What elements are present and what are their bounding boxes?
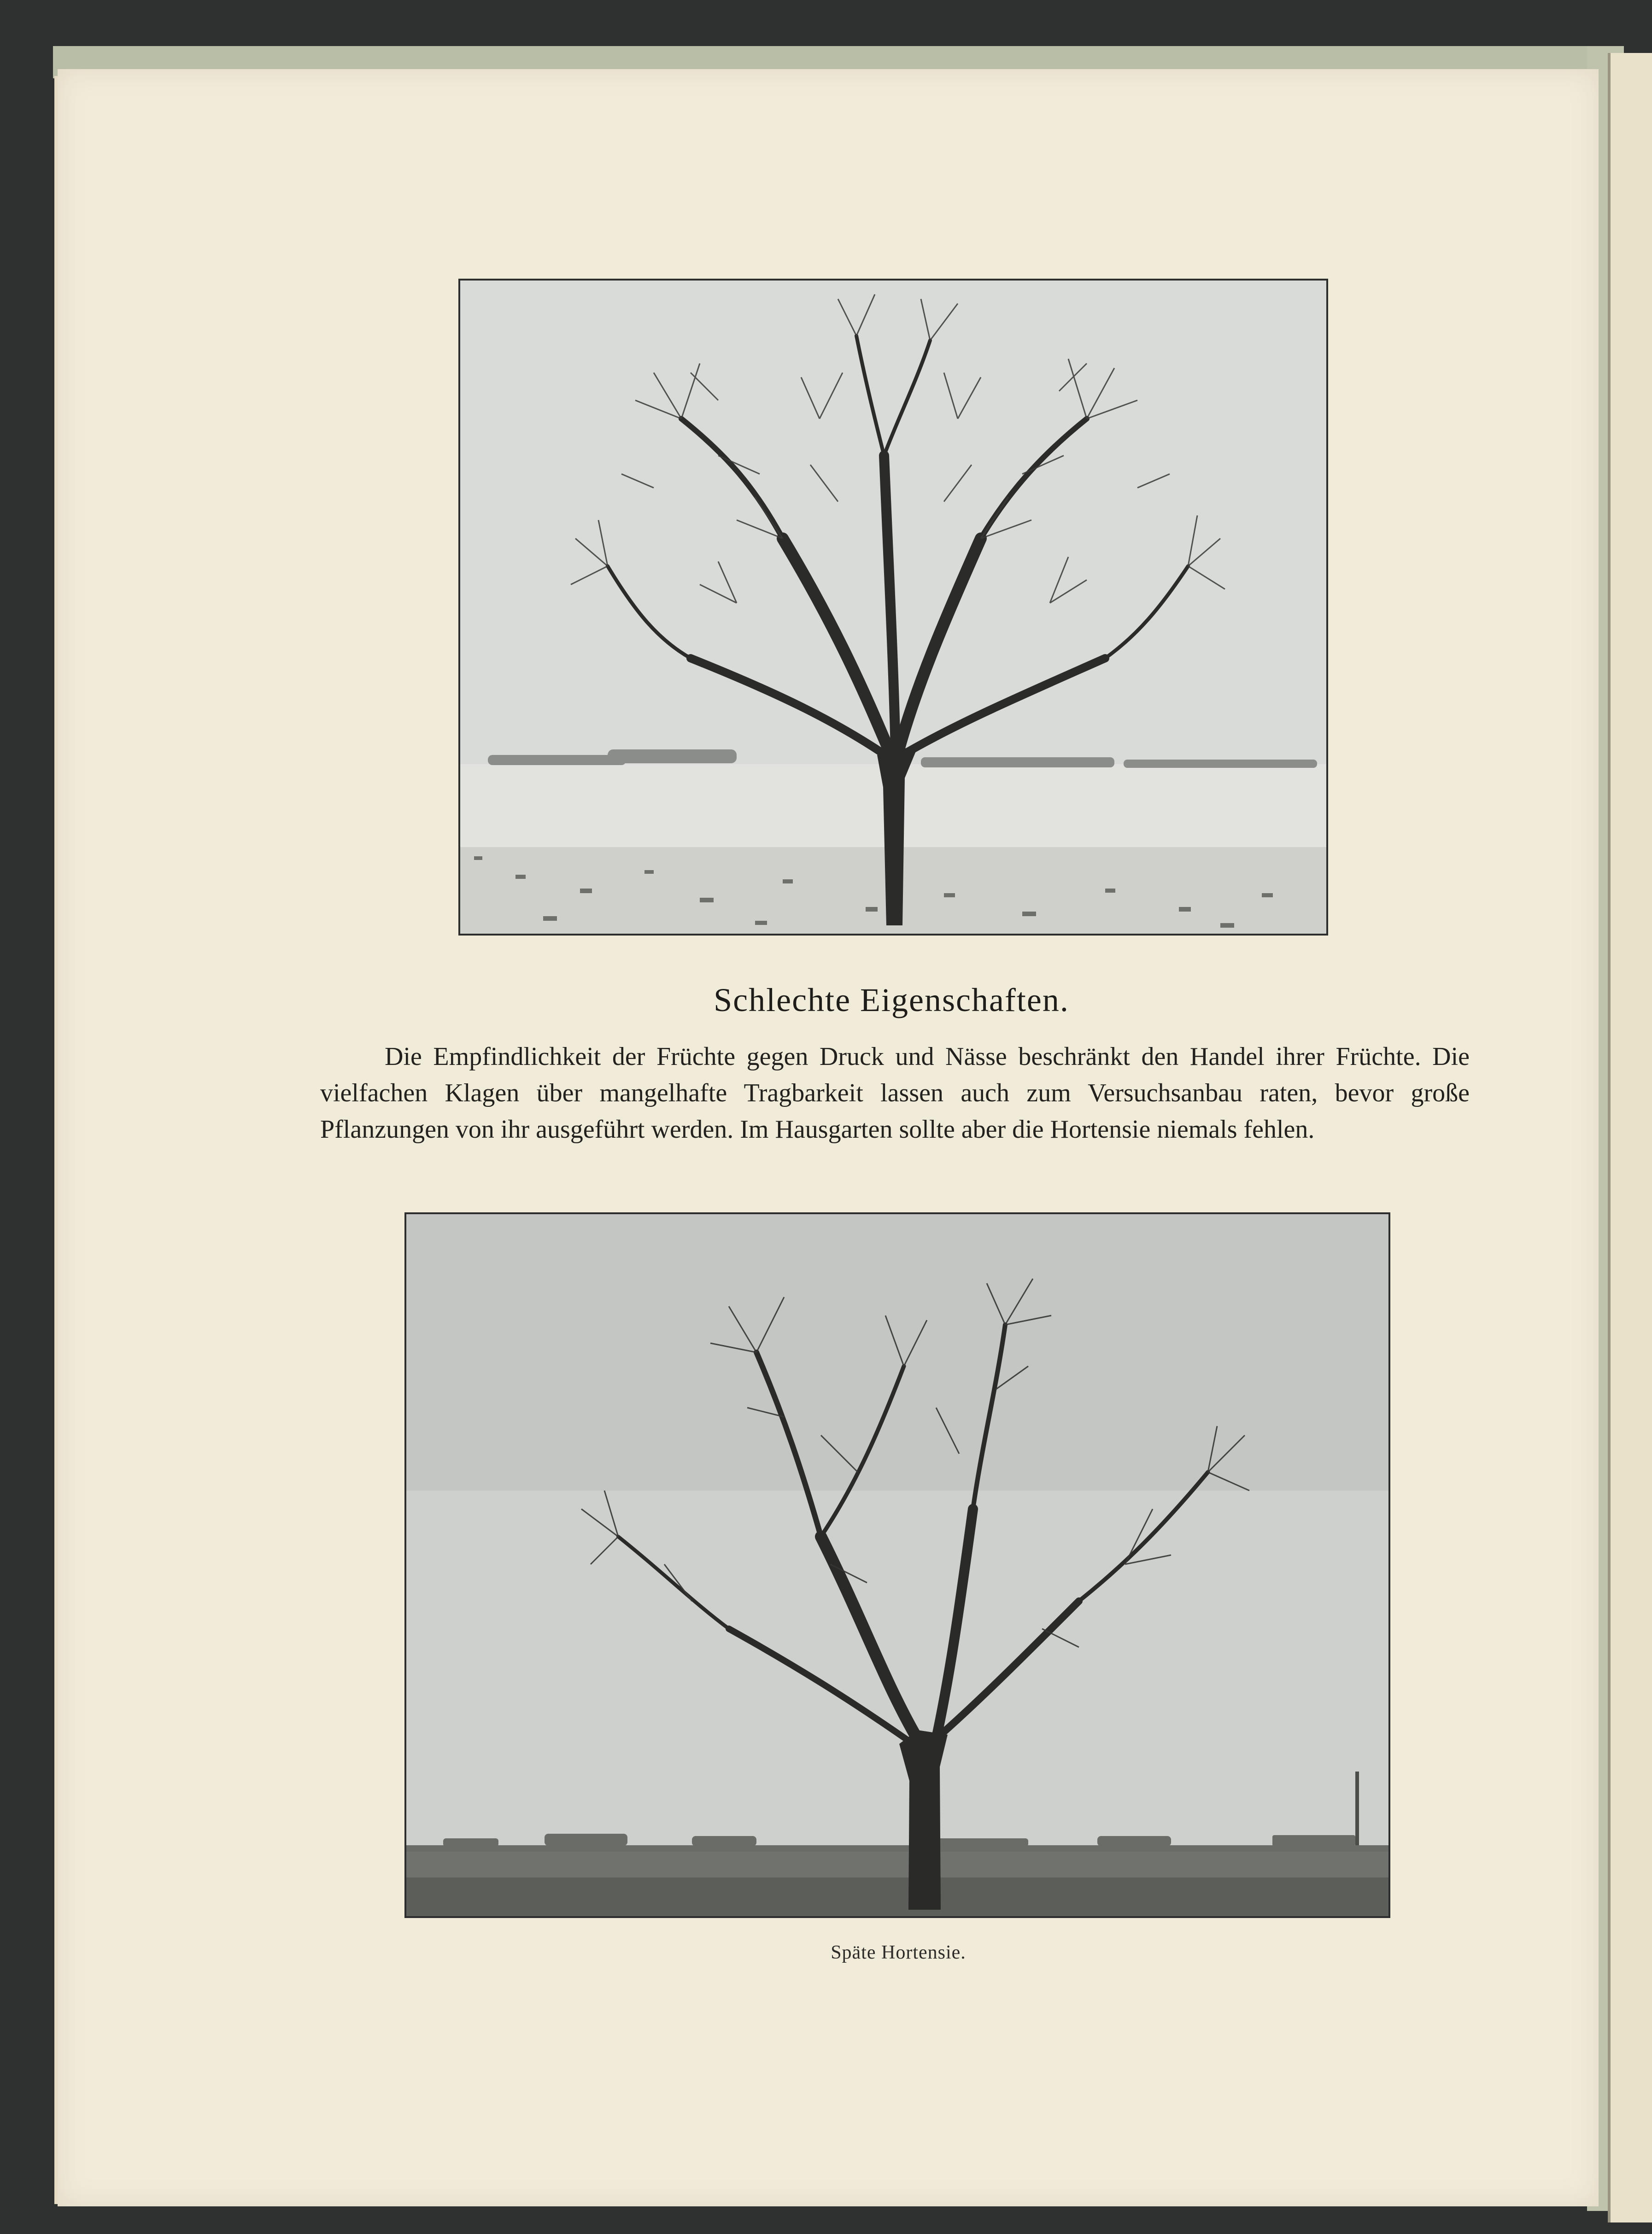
body-paragraph: Die Empfindlichkeit der Früchte gegen Druck und Nässe beschränkt den Handel ihrer Früchte. Die vielfachen Klagen über mangelhafte Tragbarkeit lassen auch zum Versuchsanbau raten, bevor große Pflanzungen von ihr ausgeführt werden. Im Hausgarten sollte aber die Hortensie niemals fehlen. <box>320 1042 1470 1144</box>
tree-photo-top <box>458 279 1328 936</box>
photo-caption: Späte Hortensie. <box>831 1942 966 1963</box>
tree-photo-bottom <box>404 1212 1390 1918</box>
section-heading: Schlechte Eigenschaften. <box>714 982 1069 1018</box>
adjacent-page-edge <box>1608 53 1652 2222</box>
